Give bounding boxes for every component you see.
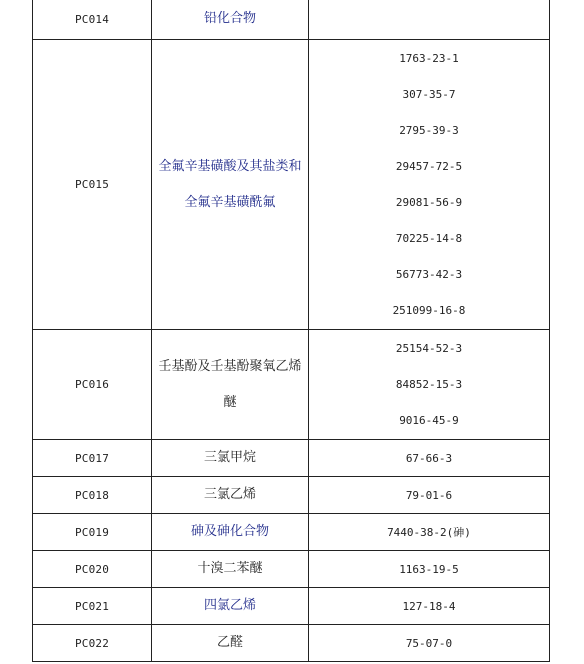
cas-number: 1763-23-1 [399,51,459,65]
table-row [33,551,550,588]
cas-number-cell [309,514,550,551]
substance-name [152,588,309,625]
substance-code: PC022 [33,625,152,662]
table-row [33,625,550,662]
substance-name-line: 铅化合物 [203,11,256,26]
substance-name [152,40,309,330]
cas-number: 29081-56-9 [395,195,463,209]
table-row [33,440,550,477]
substance-code: PC018 [33,477,152,514]
substance-name [152,625,309,662]
substance-name [152,477,309,514]
substance-code: PC021 [33,588,152,625]
substance-name [152,440,309,477]
cas-number-cell [309,625,550,662]
substance-code: PC015 [33,40,152,330]
substance-name-line: 三氯乙烯 [203,487,256,502]
cas-number: 2795-39-3 [399,123,459,137]
substance-name-line: 四氯乙烯 [203,598,256,613]
substance-name-line: 全氟辛基磺酰氟 [184,194,276,210]
cas-number: 29457-72-5 [395,159,463,173]
substance-name [152,330,309,440]
table-row [33,477,550,514]
cas-number: 307-35-7 [402,87,456,101]
cas-number-cell [309,0,550,40]
cas-number-cell [309,330,550,440]
substance-name [152,551,309,588]
substance-table [32,0,550,662]
cas-number: 1163-19-5 [399,562,459,576]
cas-number: 84852-15-3 [395,377,463,391]
substance-name [152,0,309,40]
cas-number: 251099-16-8 [392,303,466,317]
substance-name-line: 砷及砷化合物 [190,524,269,539]
cas-number: 75-07-0 [405,636,453,650]
substance-name-line: 壬基酚及壬基酚聚氧乙烯 [158,358,302,374]
substance-name-line: 全氟辛基磺酸及其盐类和 [158,158,302,174]
substance-name-line: 醚 [223,394,237,410]
cas-number: 9016-45-9 [399,413,459,427]
substance-name-line: 三氯甲烷 [203,450,256,465]
cas-number: 56773-42-3 [395,267,463,281]
cas-number: 70225-14-8 [395,231,463,245]
substance-code: PC020 [33,551,152,588]
cas-number: 127-18-4 [402,599,456,613]
cas-number: 67-66-3 [405,451,453,465]
cas-number-cell [309,588,550,625]
cas-number-cell [309,551,550,588]
substance-code: PC017 [33,440,152,477]
cas-number-cell [309,440,550,477]
table-row [33,588,550,625]
substance-name [152,514,309,551]
table-row [33,40,550,330]
substance-code: PC019 [33,514,152,551]
substance-code: PC014 [33,0,152,40]
table-row [33,330,550,440]
cas-number-cell [309,477,550,514]
table-row [33,514,550,551]
cas-number-cell [309,40,550,330]
table-row [33,0,550,40]
cas-number: 7440-38-2(砷) [387,526,471,539]
substance-name-line: 乙醛 [216,635,243,650]
substance-name-line: 十溴二苯醚 [197,561,263,576]
cas-number: 79-01-6 [405,488,453,502]
substance-code: PC016 [33,330,152,440]
cas-number: 25154-52-3 [395,341,463,355]
